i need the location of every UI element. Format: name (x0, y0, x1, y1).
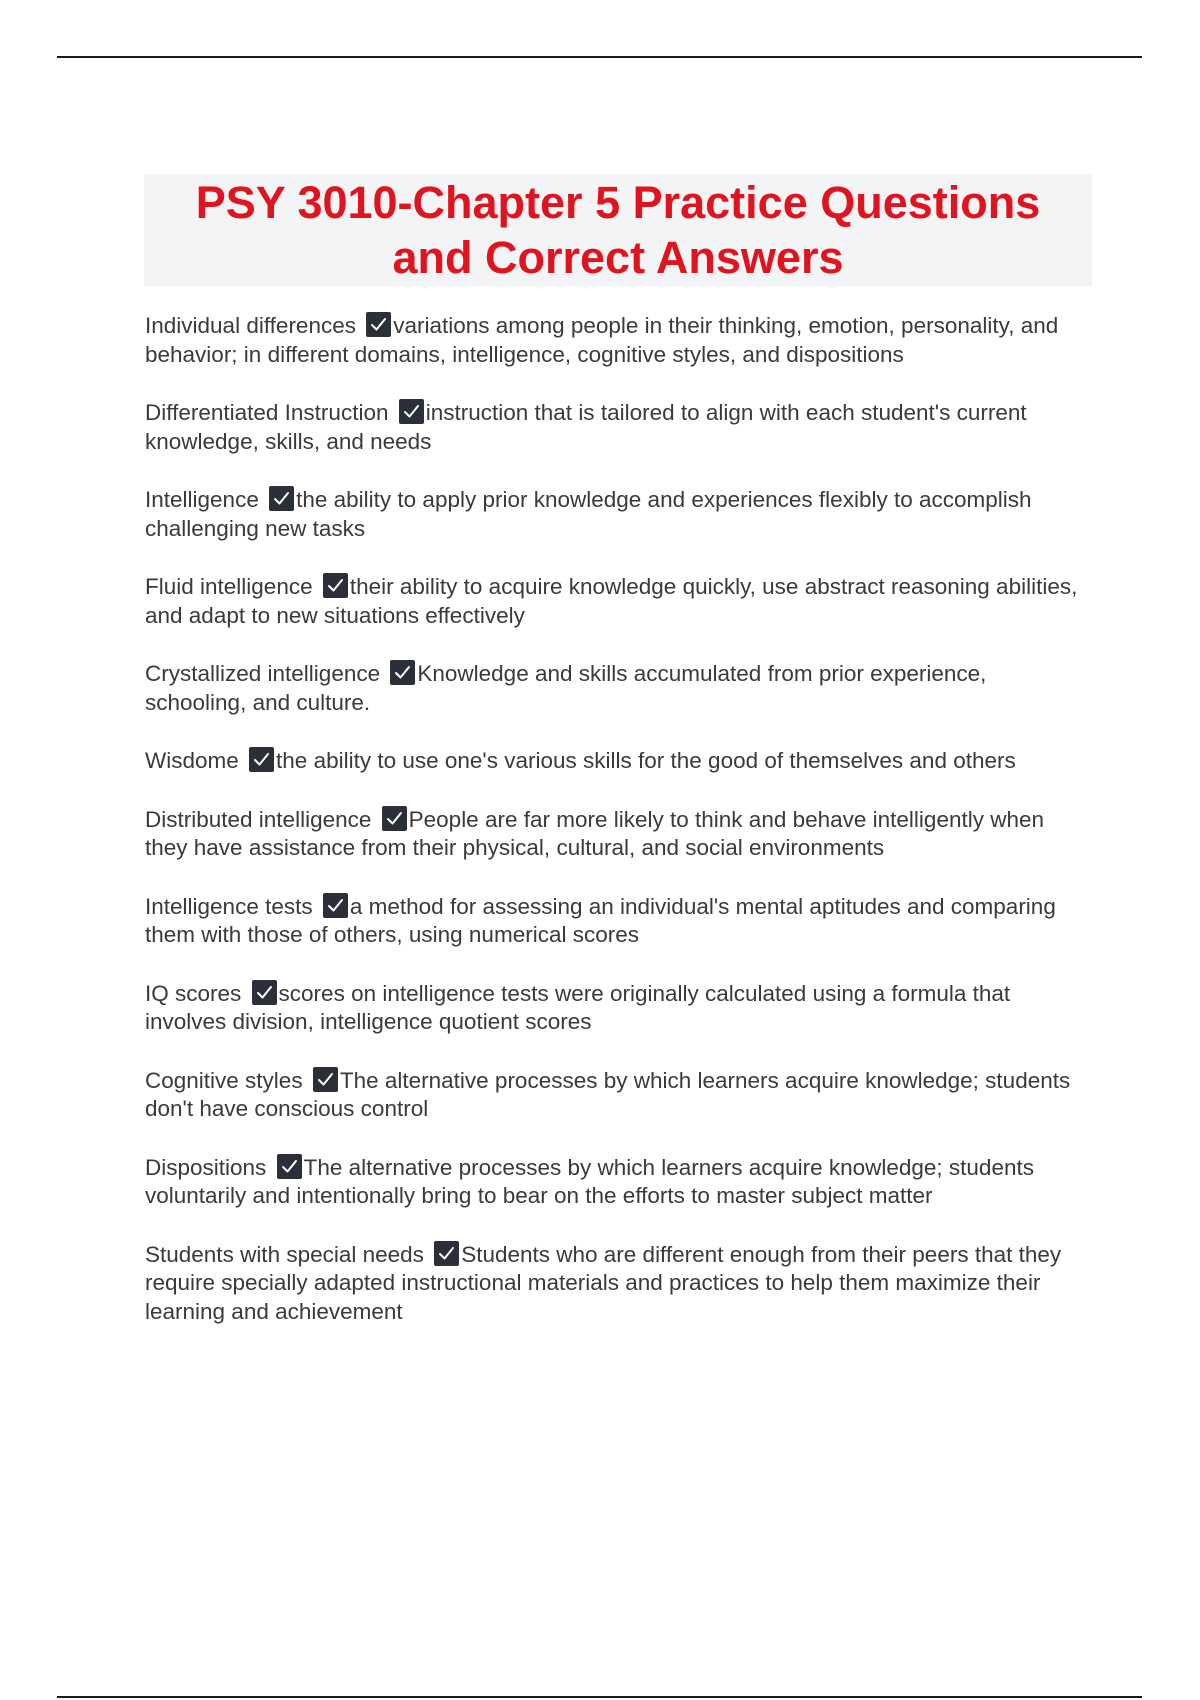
entry-term: Intelligence tests (145, 893, 313, 919)
flashcard-entry (145, 893, 1090, 950)
title-line-2: and Correct Answers (392, 232, 844, 283)
entry-term: Dispositions (145, 1154, 267, 1180)
entry-definition: Students who are different enough from their peers that they require specially adapted instructional materials and practices to help them maximize their learning and achievement (145, 1241, 1062, 1324)
title-line-1: PSY 3010-Chapter 5 Practice Questions (195, 177, 1041, 228)
entry-term: Individual differences (145, 313, 356, 338)
checkmark-box-icon (252, 980, 277, 1005)
checkmark-box-icon (390, 660, 415, 685)
flashcard-entry (145, 1241, 1090, 1327)
entry-term: Students with special needs (145, 1241, 424, 1267)
flashcard-entry (145, 1154, 1090, 1211)
bottom-rule (57, 1696, 1142, 1698)
checkmark-box-icon (249, 747, 274, 772)
checkmark-box-icon (434, 1241, 459, 1266)
entry-term: IQ scores (145, 980, 242, 1006)
flashcard-entry (145, 399, 1090, 456)
flashcard-entry (145, 486, 1090, 543)
entry-term: Wisdome (145, 748, 239, 773)
title-banner (144, 174, 1092, 286)
entry-definition: a method for assessing an individual's mental aptitudes and comparing them with those of others, using numerical scores (145, 893, 1056, 947)
checkmark-box-icon (382, 806, 407, 831)
entry-definition: the ability to apply prior knowledge and experiences flexibly to accomplish challenging new tasks (145, 487, 1032, 541)
flashcard-entry (145, 660, 1090, 717)
entry-term: Cognitive styles (145, 1067, 303, 1093)
entry-term: Distributed intelligence (145, 806, 372, 832)
checkmark-box-icon (313, 1067, 338, 1092)
entry-term: Differentiated Instruction (145, 400, 389, 425)
checkmark-box-icon (323, 573, 348, 598)
flashcard-list (145, 312, 1090, 1356)
checkmark-box-icon (277, 1154, 302, 1179)
entry-definition: scores on intelligence tests were originally calculated using a formula that involves division, intelligence quotient scores (145, 980, 1011, 1034)
checkmark-box-icon (269, 486, 294, 511)
entry-term: Intelligence (145, 487, 259, 512)
flashcard-entry (145, 1067, 1090, 1124)
flashcard-entry (145, 573, 1090, 630)
checkmark-box-icon (323, 893, 348, 918)
entry-definition: variations among people in their thinking, emotion, personality, and behavior; in different domains, intelligence, cognitive styles, and dispositions (145, 313, 1059, 367)
entry-definition: instruction that is tailored to align with each student's current knowledge, skills, and needs (145, 400, 1027, 454)
entry-term: Fluid intelligence (145, 574, 313, 599)
flashcard-entry (145, 312, 1090, 369)
checkmark-box-icon (399, 399, 424, 424)
flashcard-entry (145, 980, 1090, 1037)
checkmark-box-icon (366, 312, 391, 337)
entry-definition: The alternative processes by which learners acquire knowledge; students voluntarily and intentionally bring to bear on the efforts to master subject matter (145, 1154, 1034, 1208)
entry-definition: their ability to acquire knowledge quickly, use abstract reasoning abilities, and adapt to new situations effectively (145, 574, 1078, 628)
entry-definition: The alternative processes by which learners acquire knowledge; students don't have conscious control (145, 1067, 1071, 1121)
flashcard-entry (145, 747, 1090, 776)
entry-definition: People are far more likely to think and behave intelligently when they have assistance from their physical, cultural, and social environments (145, 806, 1045, 860)
flashcard-entry (145, 806, 1090, 863)
entry-definition: the ability to use one's various skills for the good of themselves and others (276, 748, 1016, 773)
entry-definition: Knowledge and skills accumulated from prior experience, schooling, and culture. (145, 661, 987, 715)
entry-term: Crystallized intelligence (145, 661, 381, 686)
top-rule (57, 56, 1142, 58)
